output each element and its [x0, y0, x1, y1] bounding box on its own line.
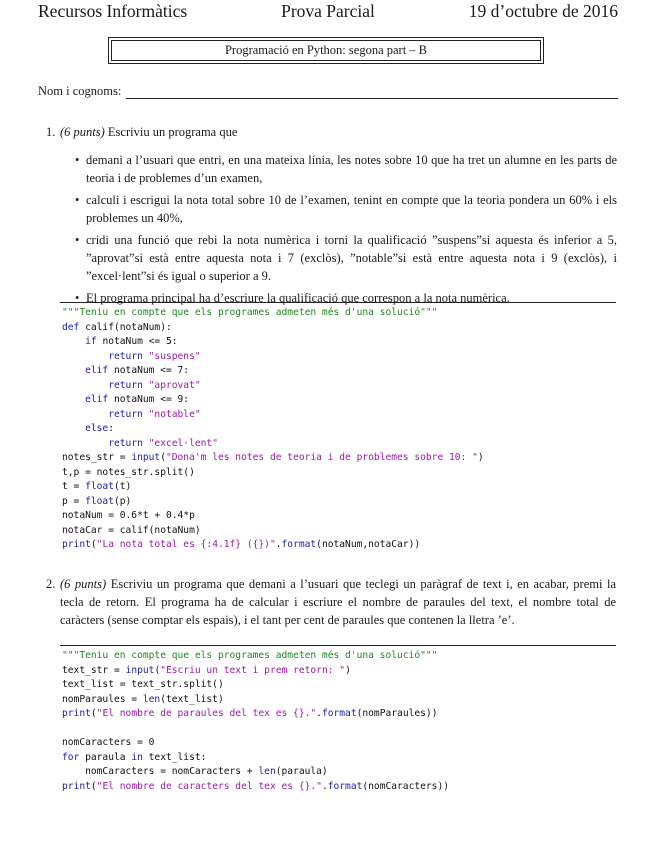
code-line: nomCaracters = nomCaracters + len(paraula) — [62, 766, 328, 777]
code-line — [62, 722, 449, 737]
exam-date: 19 d’octubre de 2016 — [468, 0, 618, 21]
title-box — [108, 37, 544, 64]
name-field — [38, 84, 618, 99]
code-line: notaNum = 0.6*t + 0.4*p — [62, 510, 195, 521]
list-item: • cridi una funció que rebi la nota numèrica i torni la qualificació ”suspens”si aquesta és inferior a 5, ”aprovat”si està entre aquesta nota i 7 (exclòs), ”notable”si està entre aquesta nota i 9 (exclòs), i ”excel·lent”si és igual o superior a 9. — [75, 233, 617, 283]
exam-name: Prova Parcial — [281, 0, 375, 21]
code-line: nomCaracters = 0 — [62, 737, 155, 748]
list-item: • El programa principal ha d’escriure la qualificació que correspon a la nota numèrica. — [75, 291, 510, 305]
name-line[interactable] — [126, 86, 618, 99]
page-header — [38, 0, 618, 22]
question-1-points: (6 punts) — [60, 125, 105, 139]
code-line: return "aprovat" — [108, 379, 201, 391]
question-1-heading — [46, 123, 616, 141]
code-line: if notaNum <= 5: — [85, 336, 178, 347]
code-line: for paraula in text_list: — [62, 751, 207, 763]
question-1-intro: Escriviu un programa que — [107, 125, 238, 139]
code-line: t = float(t) — [62, 481, 132, 492]
code-line: """Teniu en compte que els programes admeten més d'una solució""" — [62, 650, 438, 661]
code-line: return "notable" — [108, 408, 201, 420]
question-2-number: 2. — [46, 577, 56, 591]
code-line: notes_str = input("Dona'm les notes de teoria i de problemes sobre 10: ") — [62, 452, 484, 463]
page-title: Programació en Python: segona part – B — [224, 43, 428, 57]
question-2-text: Escriviu un programa que demani a l’usuari que teclegi un paràgraf de text i, en acabar, premi la tecla de retorn. El programa ha de calcular i escriure el nombre de paraules del text, el nombre total de caràcters (sense comptar els espais), i el tant per cent de paraules que contenen la lletra ’e’. — [60, 577, 617, 627]
title-box-inner — [111, 40, 541, 61]
name-label: Nom i cognoms: — [38, 84, 122, 98]
code-line: t,p = notes_str.split() — [62, 466, 195, 478]
question-2-points: (6 punts) — [60, 577, 107, 591]
code-line: else: — [85, 423, 114, 434]
code-line: print("La nota total es {:4.1f} ({})".format(notaNum,notaCar)) — [62, 539, 421, 550]
course-name: Recursos Informàtics — [38, 0, 188, 21]
code-line: elif notaNum <= 9: — [85, 394, 190, 405]
code-block-1 — [62, 306, 484, 553]
code-line: notaCar = calif(notaNum) — [62, 524, 201, 536]
code-rule-2 — [60, 645, 616, 646]
code-block-2 — [62, 649, 449, 794]
code-line: text_str = input("Escriu un text i prem retorn: ") — [62, 664, 351, 676]
code-line: print("El nombre de paraules del tex es {}.".format(nomParaules)) — [62, 708, 438, 719]
code-line: text_list = text_str.split() — [62, 679, 224, 690]
code-line: p = float(p) — [62, 495, 132, 507]
list-item: • demani a l’usuari que entri, en una mateixa línia, les notes sobre 10 que ha tret un alumne en les parts de teoria i de problemes d’un examen, — [75, 153, 617, 185]
question-2-heading — [46, 575, 617, 629]
code-line: nomParaules = len(text_list) — [62, 693, 224, 705]
question-1-number: 1. — [46, 125, 56, 139]
code-line: return "suspens" — [108, 350, 201, 362]
list-item: • calculi i escrigui la nota total sobre 10 de l’examen, tenint en compte que la teoria pondera un 60% i els problemes un 40%, — [75, 193, 617, 225]
code-line: """Teniu en compte que els programes admeten més d'una solució""" — [62, 307, 438, 318]
question-1-bullets — [75, 151, 617, 311]
code-line: return "excel·lent" — [108, 437, 218, 449]
code-line: def calif(notaNum): — [62, 321, 172, 333]
code-rule-1 — [60, 302, 616, 303]
code-line: print("El nombre de caracters del tex es {}.".format(nomCaracters)) — [62, 780, 450, 792]
code-line: elif notaNum <= 7: — [85, 365, 190, 376]
